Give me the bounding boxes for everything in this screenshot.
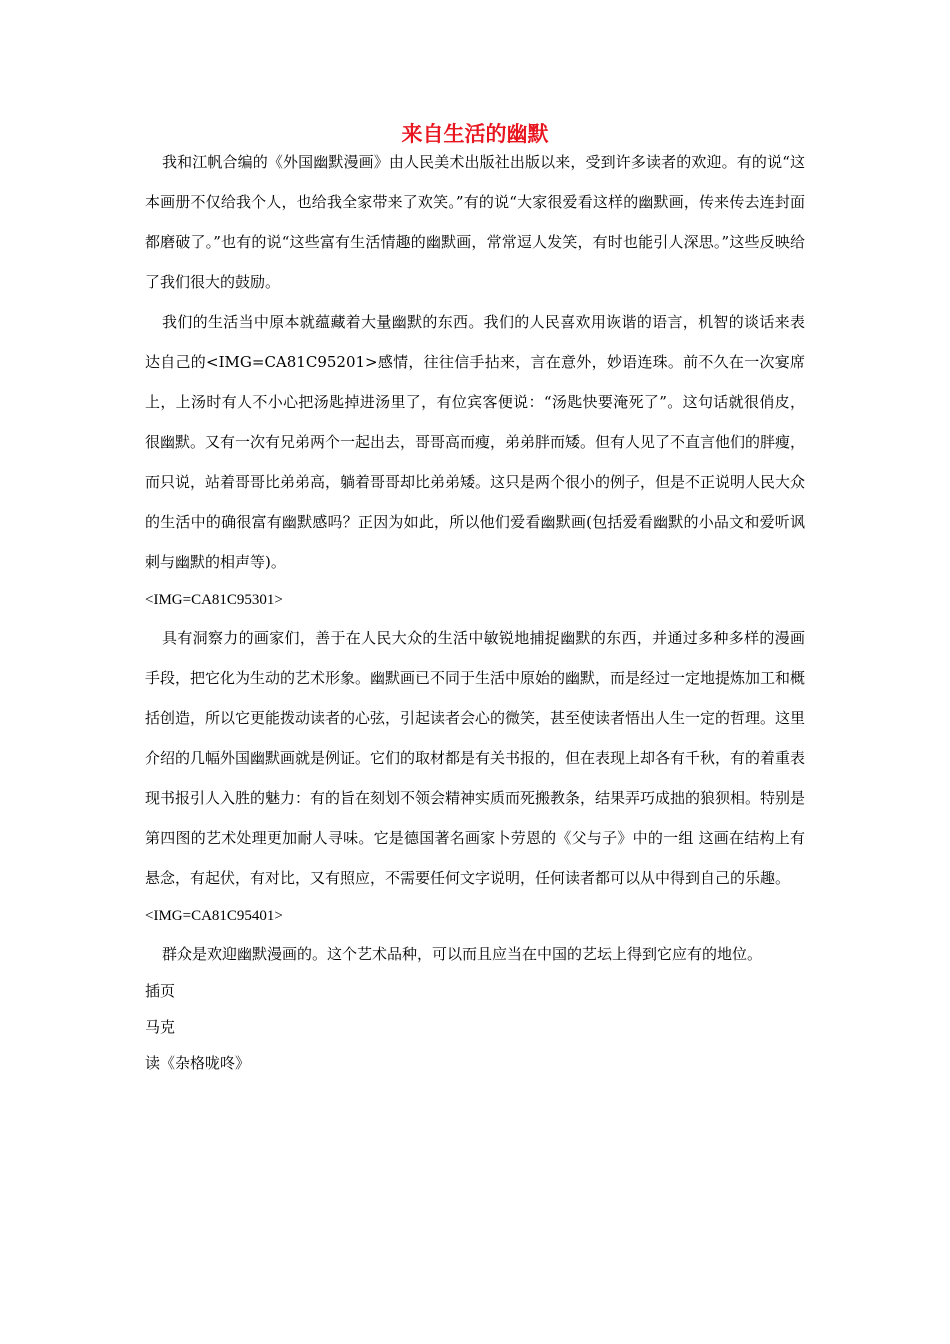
paragraph-intro: 我和江帆合编的《外国幽默漫画》由人民美术出版社出版以来，受到许多读者的欢迎。有的说“这本画册不仅给我个人，也给我全家带来了欢笑。”有的说“大家很爱看这样的幽默画，传来传去连封面都磨破了。”也有的说“这些富有生活情趣的幽默画，常常逗人发笑，有时也能引人深思。”这些反映给了我们很大的鼓励。 xyxy=(145,153,805,291)
paragraph-conclusion: 群众是欢迎幽默漫画的。这个艺术品种，可以而且应当在中国的艺坛上得到它应有的地位。 xyxy=(162,945,763,963)
paragraph-humor-in-life: 我们的生活当中原本就蕴藏着大量幽默的东西。我们的人民喜欢用诙谐的语言，机智的谈话来表达自己的<IMG=CA81C95201>感情，往往信手拈来，言在意外，妙语连珠。前不久在一次宴席上，上汤时有人不小心把汤匙掉进汤里了，有位宾客便说：“汤匙快要淹死了”。这句话就很俏皮，很幽默。又有一次有兄弟两个一起出去，哥哥高而瘦，弟弟胖而矮。但有人见了不直言他们的胖瘦，而只说，站着哥哥比弟弟高，躺着哥哥却比弟弟矮。这只是两个很小的例子，但是不正说明人民大众的生活中的确很富有幽默感吗？正因为如此，所以他们爱看幽默画(包括爱看幽默的小品文和爱听讽刺与幽默的相声等)。 xyxy=(145,313,806,571)
image-placeholder: <IMG=CA81C95401> xyxy=(145,908,283,924)
footer-line-insert-page: 插页 xyxy=(145,984,176,1000)
document-title: 来自生活的幽默 xyxy=(401,122,549,146)
image-placeholder: <IMG=CA81C95301> xyxy=(145,592,283,608)
footer-line-reading: 读《杂格咙咚》 xyxy=(145,1056,251,1072)
document-body xyxy=(145,148,805,1082)
footer-line-author: 马克 xyxy=(145,1020,176,1036)
paragraph-artists: 具有洞察力的画家们，善于在人民大众的生活中敏锐地捕捉幽默的东西，并通过多种多样的漫画手段，把它化为生动的艺术形象。幽默画已不同于生活中原始的幽默，而是经过一定地提炼加工和概括创造，所以它更能拨动读者的心弦，引起读者会心的微笑，甚至使读者悟出人生一定的哲理。这里介绍的几幅外国幽默画就是例证。它们的取材都是有关书报的，但在表现上却各有千秋，有的着重表现书报引人入胜的魅力：有的旨在刻划不领会精神实质而死搬教条，结果弄巧成拙的狼狈相。特别是第四图的艺术处理更加耐人寻味。它是德国著名画家卜劳恩的《父与子》中的一组 这画在结构上有悬念，有起伏，有对比，又有照应，不需要任何文字说明，任何读者都可以从中得到自己的乐趣。 xyxy=(145,629,806,887)
